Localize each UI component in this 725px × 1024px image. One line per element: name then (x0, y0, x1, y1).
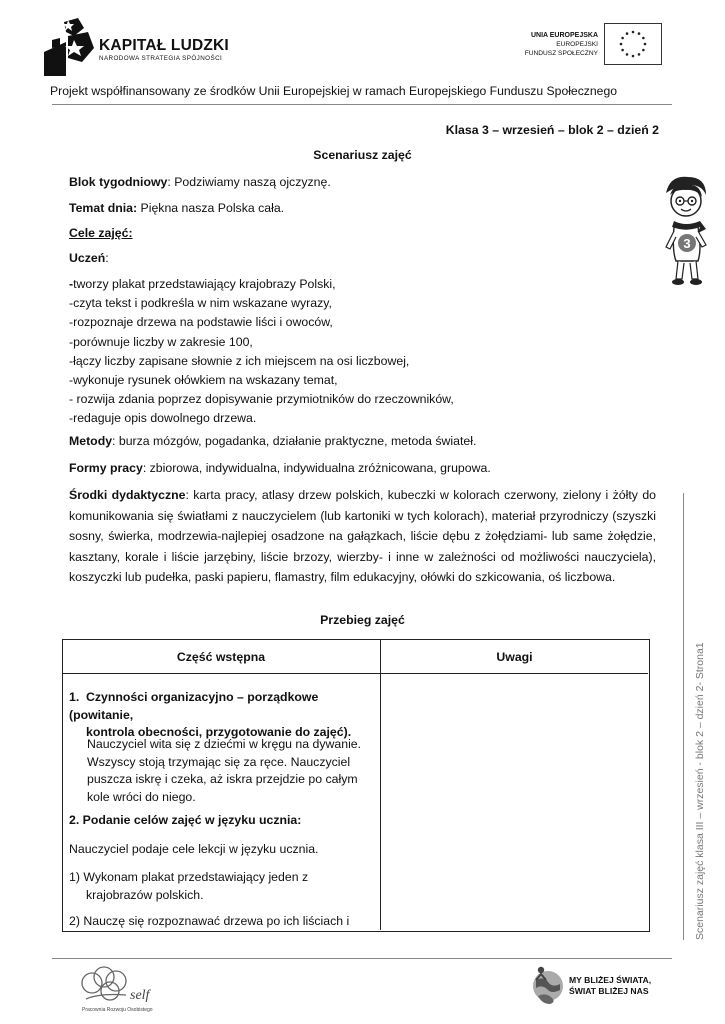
footer-slogan-line-1: MY BLIŻEJ ŚWIATA, (569, 975, 652, 985)
table-header-notes: Uwagi (496, 650, 533, 664)
globe-logo-icon (530, 964, 564, 1008)
goals-presentation-heading: 2. Podanie celów zajęć w języku ucznia: (69, 813, 302, 827)
teaching-aids-row (69, 485, 656, 588)
student-colon: : (105, 251, 109, 265)
side-page-label: Scenariusz zajęć klasa III – wrzesień - blok 2 – dzień 2- Strona1 (694, 642, 706, 940)
teaching-aids-value: : karta pracy, atlasy drzew polskich, kubeczki w kolorach czerwony, zielony i żółty do komunikowania się światłami z nauczycielem (lub kartoniki w tych kolorach), materiał przyrodniczy (szyszki sosny, świerka, modrzewia-najlepiej osadzone na gałązkach, liście dębu z żołędziami- lub same żołędzie, kasztany, korale i liście jarzębiny, liście brzozy, wierzby- i inne w zależności od możliwości nauczyciela), koszyczki lub pudełka, paski papieru, flamastry, film edukacyjny, ołówki do szkicowania, oś liczbowa. (69, 488, 656, 584)
list-item: -redaguje opis dowolnego drzewa. (69, 411, 257, 426)
greeting-description: Nauczyciel wita się z dziećmi w kręgu na dywanie. Wszyscy stoją trzymając się za ręce. Nauczyciel puszcza iskrę i czeka, aż iskra przejdzie po całym kole wróci do niego. (87, 737, 362, 804)
forms-row (69, 459, 491, 478)
day-topic-label: Temat dnia: (69, 201, 138, 215)
item-number: 1. (69, 690, 80, 704)
header-divider (52, 104, 672, 105)
forms-value: : zbiorowa, indywidualna, indywidualna zróżnicowana, grupowa. (142, 461, 491, 475)
eu-star-icon (632, 55, 635, 58)
logo-subtitle: NARODOWA STRATEGIA SPÓJNOŚCI (99, 55, 223, 62)
forms-label: Formy pracy (69, 461, 143, 475)
goals-heading: Cele zajęć: (69, 226, 133, 240)
eu-star-icon (644, 43, 647, 46)
mascot-number: 3 (683, 236, 691, 251)
list-item (69, 275, 454, 294)
list-item: - rozwija zdania poprzez dopisywanie przymiotników do rzeczowników, (69, 392, 454, 407)
logo-title: KAPITAŁ LUDZKI (99, 37, 229, 54)
methods-label: Metody (69, 434, 113, 448)
footer-slogan (569, 975, 651, 997)
kapital-ludzki-logo-icon (44, 18, 96, 76)
self-logo-icon (80, 965, 160, 1009)
weekly-block-label: Blok tygodniowy (69, 175, 168, 189)
eu-star-icon (626, 53, 629, 56)
goal-dash: - (69, 277, 74, 291)
footer-divider (52, 958, 672, 959)
lesson-flow-title: Przebieg zajęć (320, 613, 405, 627)
page-title: Scenariusz zajęć (313, 148, 412, 162)
goals-presentation-text: Nauczyciel podaje cele lekcji w języku ucznia. (69, 842, 319, 856)
class-line: Klasa 3 – wrzesień – blok 2 – dzień 2 (445, 123, 659, 137)
eu-label (480, 31, 598, 58)
student-goal-1-line-2: krajobrazów polskich. (86, 887, 204, 902)
methods-row (69, 432, 476, 451)
eu-star-icon (638, 32, 641, 35)
eu-line-2: EUROPEJSKI (556, 41, 598, 48)
weekly-block-value: : Podziwiamy naszą ojczyznę. (167, 175, 331, 189)
item-heading-line-2: kontrola obecności, przygotowanie do zajęć). (86, 725, 352, 739)
footer-slogan-line-2: ŚWIAT BLIŻEJ NAS (569, 986, 649, 996)
table-column-divider (380, 639, 381, 930)
methods-value: : burza mózgów, pogadanka, działanie praktyczne, metoda świateł. (112, 434, 477, 448)
side-divider (683, 493, 684, 940)
table-header-intro: Część wstępna (176, 650, 266, 664)
list-item: -porównuje liczby w zakresie 100, (69, 334, 253, 349)
eu-star-icon (642, 37, 645, 40)
eu-star-icon (621, 49, 624, 52)
project-cofinancing-line: Projekt współfinansowany ze środków Unii Europejskiej w ramach Europejskiego Funduszu Społecznego (50, 84, 618, 98)
student-heading (69, 249, 109, 268)
eu-star-icon (621, 37, 624, 40)
goal-text: tworzy plakat przedstawiający krajobrazy Polski, (73, 277, 336, 291)
list-item: -łączy liczby zapisane słownie z ich miejscem na osi liczbowej, (69, 353, 410, 368)
eu-star-icon (626, 32, 629, 35)
table-header-divider (62, 673, 648, 674)
weekly-block-row (69, 173, 331, 192)
student-goal-1-line-1: 1) Wykonam plakat przedstawiający jeden z (69, 870, 309, 884)
student-label: Uczeń (69, 251, 106, 265)
goals-list (69, 275, 454, 429)
item-heading-line-1: Czynności organizacyjno – porządkowe (powitanie, (69, 690, 319, 722)
child-mascot-icon (660, 175, 712, 287)
day-topic-row (69, 199, 284, 218)
eu-line-3: FUNDUSZ SPOŁECZNY (524, 50, 598, 57)
eu-line-1: UNIA EUROPEJSKA (530, 32, 598, 39)
eu-star-icon (620, 43, 623, 46)
eu-star-icon (638, 53, 641, 56)
footer-left-caption: Pracownia Rozwoju Osobistego (82, 1007, 153, 1013)
eu-star-icon (642, 49, 645, 52)
list-item: -rozpoznaje drzewa na podstawie liści i owoców, (69, 315, 333, 330)
day-topic-value: Piękna nasza Polska cała. (137, 201, 285, 215)
organizational-activities-heading (69, 689, 369, 742)
list-item: -czyta tekst i podkreśla w nim wskazane wyrazy, (69, 296, 332, 311)
teaching-aids-label: Środki dydaktyczne (69, 488, 186, 502)
list-item: -wykonuje rysunek ołówkiem na wskazany temat, (69, 372, 338, 387)
student-goal-2: 2) Nauczę się rozpoznawać drzewa po ich liściach i (69, 914, 350, 928)
eu-star-icon (632, 31, 635, 34)
student-goal-1 (69, 869, 369, 904)
self-logo-text: self (130, 988, 150, 1003)
eu-flag-icon (604, 23, 662, 65)
